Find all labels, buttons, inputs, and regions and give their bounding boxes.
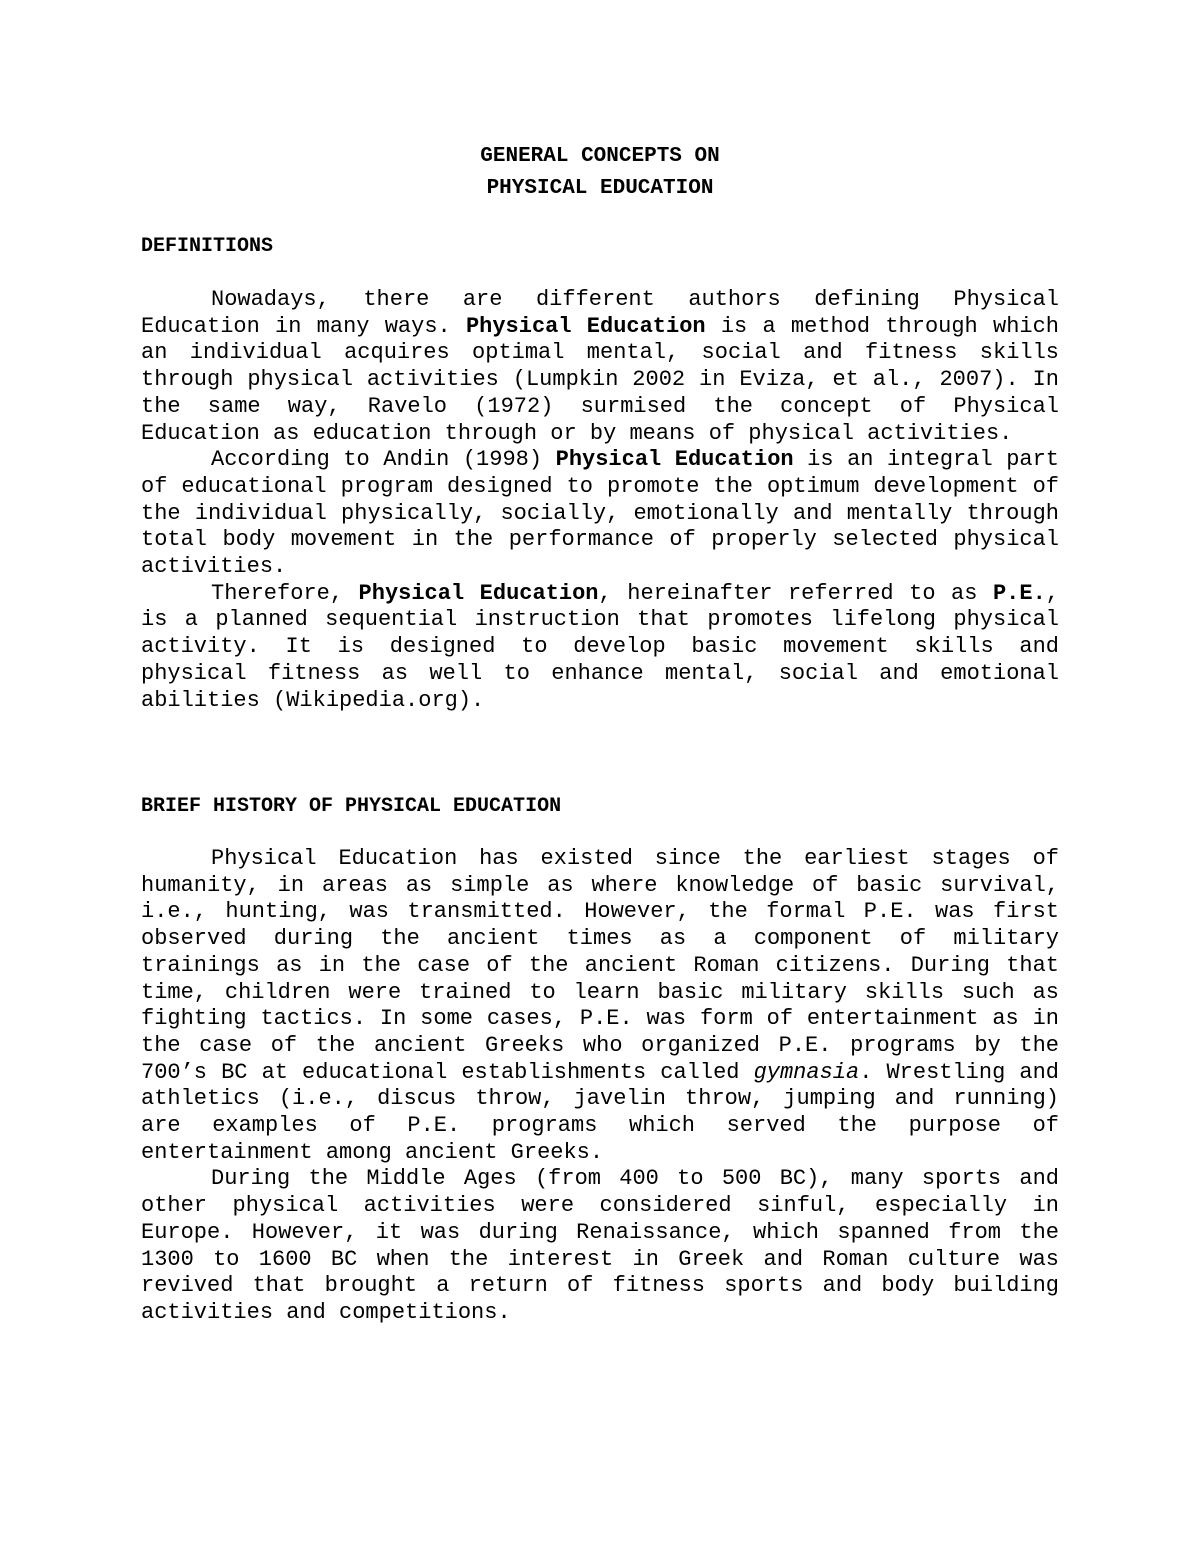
- definitions-paragraph-3: [141, 581, 1059, 715]
- text-run: According to Andin (1998): [211, 447, 556, 473]
- italic-term: gymnasia: [753, 1059, 860, 1085]
- definitions-body: [141, 287, 1059, 714]
- section-heading-history: BRIEF HISTORY OF PHYSICAL EDUCATION: [141, 795, 562, 818]
- title-line-1: GENERAL CONCEPTS ON: [480, 145, 720, 168]
- bold-term: Physical Education: [555, 447, 794, 473]
- bold-term: Physical Education: [358, 580, 599, 606]
- history-body: [141, 846, 1059, 1327]
- text-run: , hereinafter referred to as: [598, 580, 993, 606]
- text-run: is a method through which an individual acquires optimal mental, social and fitness skills through physical activities (Lumpkin 2002 in Eviza, et al., 2007). In the same way, Ravelo (1972) surmised the concept of Physical Education as education through or by means of physical activities.: [141, 313, 1059, 446]
- text-run: Nowadays, there are different authors defining Physical Education in many ways.: [141, 287, 1059, 339]
- text-run: Physical Education has existed since the earliest stages of humanity, in areas as simple as where knowledge of basic survival, i.e., hunting, was transmitted. However, the formal P.E. was first observed during the ancient times as a component of military trainings as in the case of the ancient Roman citizens. During that time, children were trained to learn basic military skills such as fighting tactics. In some cases, P.E. was form of entertainment as in the case of the ancient Greeks who organized P.E. programs by the 700’s BC at educational establishments called: [141, 846, 1059, 1085]
- definitions-paragraph-1: [141, 287, 1059, 447]
- history-paragraph-1: [141, 846, 1059, 1166]
- text-run: is an integral part of educational program designed to promote the optimum development of the individual physically, socially, emotionally and mentally through total body movement in the performance of properly selected physical activities.: [141, 447, 1060, 580]
- text-run: . Wrestling and athletics (i.e., discus throw, javelin throw, jumping and running) are examples of P.E. programs which served the purpose of entertainment among ancient Greeks.: [141, 1059, 1059, 1165]
- section-heading-definitions: DEFINITIONS: [141, 235, 274, 258]
- bold-term: Physical Education: [465, 313, 706, 339]
- document-title: [0, 141, 1200, 205]
- text-run: , is a planned sequential instruction that promotes lifelong physical activity. It is designed to develop basic movement skills and physical fitness as well to enhance mental, social and emotional abilities (Wikipedia.org).: [141, 580, 1059, 713]
- text-run: During the Middle Ages (from 400 to 500 BC), many sports and other physical activities were considered sinful, especially in Europe. However, it was during Renaissance, which spanned from the 1300 to 1600 BC when the interest in Greek and Roman culture was revived that brought a return of fitness sports and body building activities and competitions.: [141, 1166, 1059, 1325]
- text-run: Therefore,: [211, 580, 359, 606]
- definitions-paragraph-2: [141, 447, 1059, 581]
- bold-abbreviation: P.E.: [992, 580, 1046, 606]
- title-line-2: PHYSICAL EDUCATION: [486, 177, 714, 200]
- history-paragraph-2: [141, 1166, 1059, 1326]
